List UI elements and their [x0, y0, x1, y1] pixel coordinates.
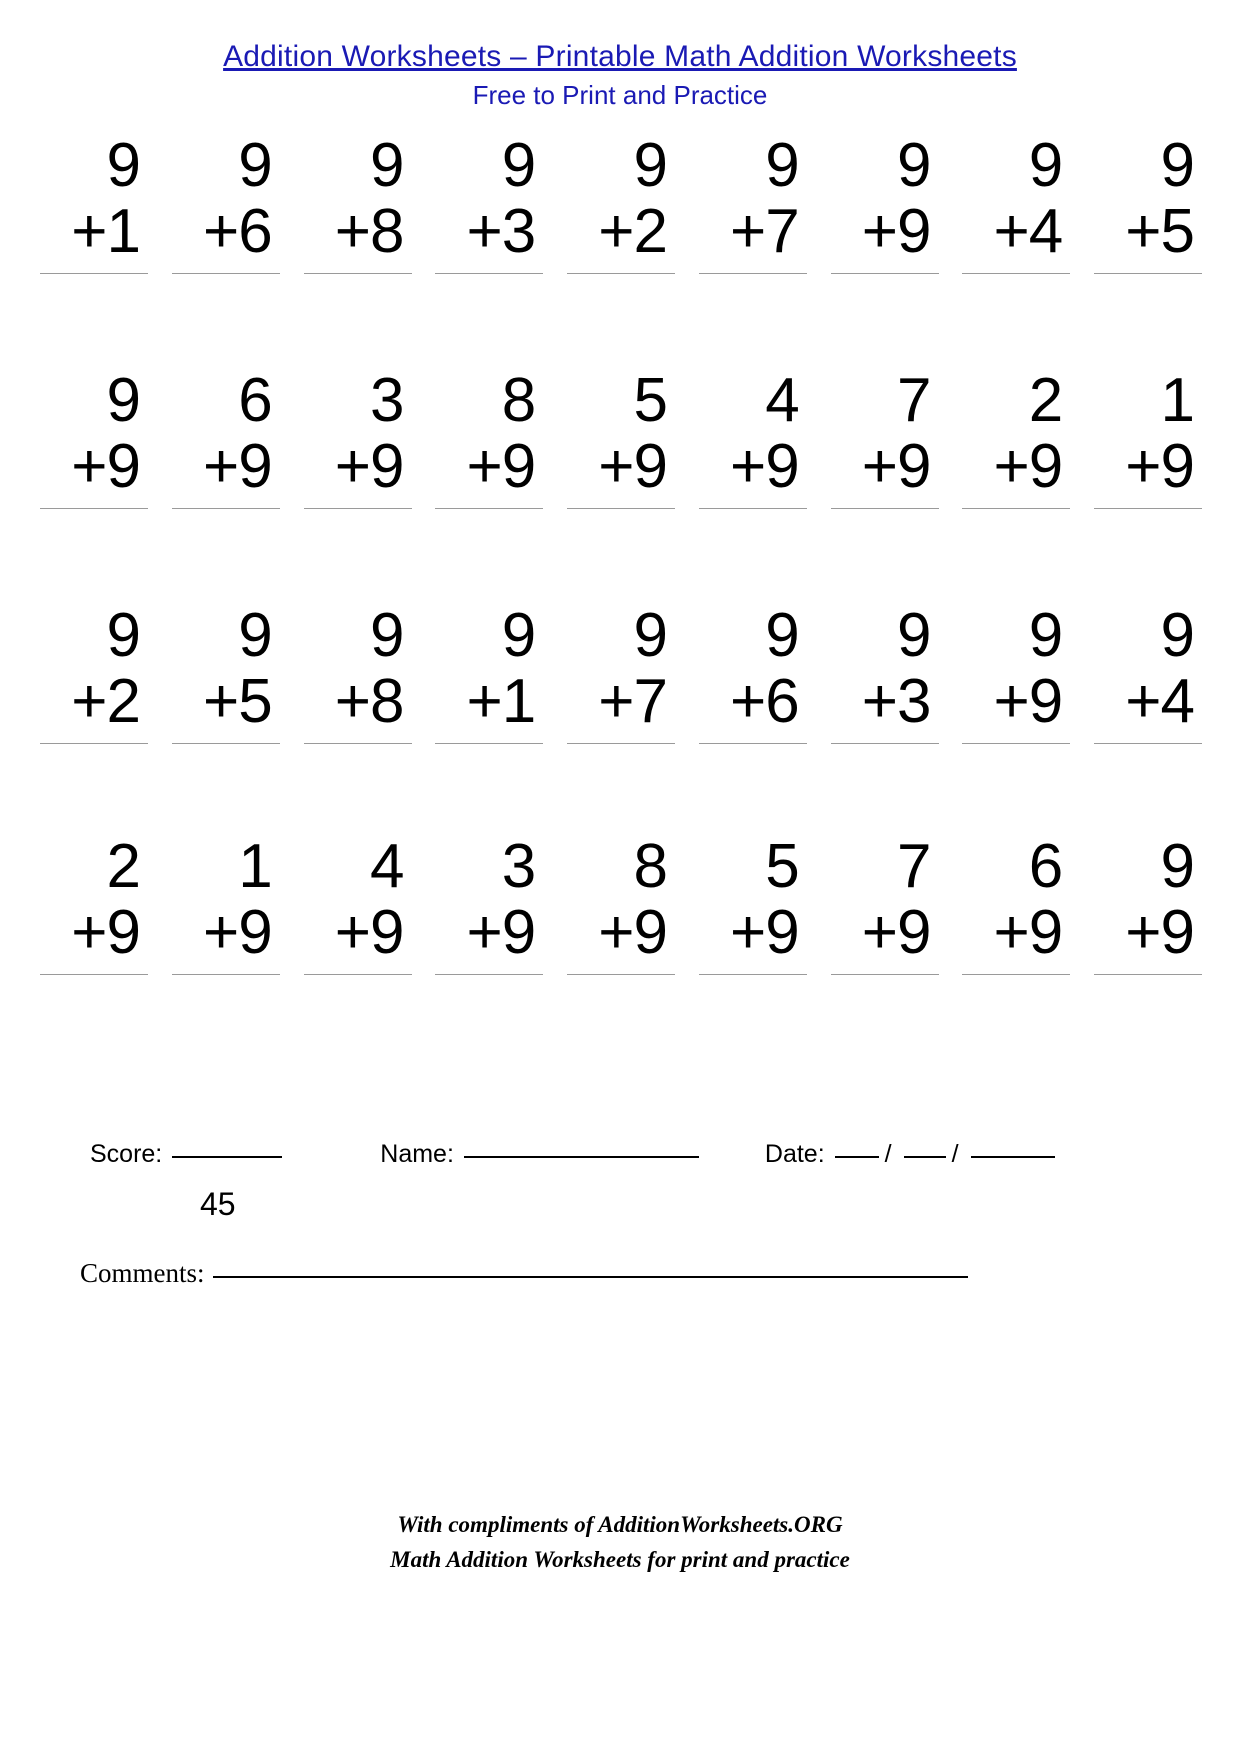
date-separator-2: / [951, 1140, 959, 1168]
answer-line [567, 273, 675, 274]
addend-bottom: +9 [993, 666, 1063, 736]
addend-top: 4 [370, 831, 404, 901]
worksheet-fields [0, 1140, 1240, 1288]
problem-item [431, 831, 543, 975]
problem-item [695, 365, 807, 509]
problem-item [36, 130, 148, 274]
addend-bottom: +1 [466, 666, 536, 736]
addend-top: 2 [1028, 365, 1063, 435]
page-credits [0, 1508, 1240, 1577]
addend-bottom: +9 [993, 431, 1063, 501]
addend-bottom: +5 [203, 666, 272, 736]
addend-top: 9 [370, 600, 404, 670]
addend-bottom: +9 [861, 431, 931, 501]
addend-bottom: +9 [334, 431, 404, 501]
answer-line [435, 974, 543, 975]
problem-item [827, 130, 939, 274]
problem-item [1090, 831, 1202, 975]
credits-line-1 [0, 1508, 1240, 1543]
answer-line [1094, 508, 1202, 509]
problem-item [827, 365, 939, 509]
addend-bottom: +9 [861, 897, 931, 967]
problem-item [300, 831, 412, 975]
addend-top: 5 [633, 365, 667, 435]
addend-bottom: +9 [71, 897, 140, 967]
addend-bottom: +9 [334, 897, 404, 967]
addend-top: 5 [765, 831, 799, 901]
problem-row [36, 600, 1202, 744]
answer-line [304, 974, 412, 975]
addend-top: 9 [1160, 600, 1194, 670]
answer-line [172, 974, 280, 975]
answer-line [831, 743, 939, 744]
addend-top: 9 [1160, 831, 1194, 901]
name-field [380, 1140, 699, 1169]
addend-top: 9 [238, 600, 272, 670]
addend-top: 6 [238, 365, 272, 435]
addend-top: 9 [238, 130, 272, 200]
problem-item [563, 600, 675, 744]
date-label: Date: [764, 1140, 825, 1168]
fields-row [90, 1140, 1180, 1169]
name-input-line[interactable] [464, 1155, 699, 1158]
addend-top: 9 [106, 130, 140, 200]
addend-top: 9 [1160, 130, 1194, 200]
answer-line [699, 743, 807, 744]
addend-bottom: +9 [466, 431, 536, 501]
page-header [0, 0, 1240, 113]
addend-bottom: +9 [730, 897, 799, 967]
addend-top: 1 [1160, 365, 1194, 435]
problem-item [827, 600, 939, 744]
answer-line [1094, 743, 1202, 744]
answer-line [567, 974, 675, 975]
answer-line [567, 743, 675, 744]
addend-top: 1 [238, 831, 272, 901]
addend-bottom: +9 [598, 897, 667, 967]
score-total: 45 [200, 1186, 236, 1222]
addend-top: 7 [897, 831, 931, 901]
answer-line [1094, 273, 1202, 274]
addend-top: 3 [501, 831, 536, 901]
addend-top: 9 [633, 130, 667, 200]
answer-line [304, 508, 412, 509]
addend-top: 3 [370, 365, 404, 435]
problem-item [36, 600, 148, 744]
credits-brand: AdditionWorksheets.ORG [598, 1512, 843, 1537]
problem-item [300, 600, 412, 744]
addend-bottom: +1 [71, 196, 140, 266]
addend-bottom: +8 [334, 666, 404, 736]
addend-top: 9 [897, 600, 931, 670]
answer-line [1094, 974, 1202, 975]
problem-item [431, 365, 543, 509]
answer-line [435, 743, 543, 744]
problem-item [300, 365, 412, 509]
page-subtitle: Free to Print and Practice [472, 79, 768, 110]
addend-bottom: +9 [203, 897, 272, 967]
problem-item [168, 600, 280, 744]
addend-bottom: +6 [203, 196, 272, 266]
problem-item [1090, 130, 1202, 274]
answer-line [172, 743, 280, 744]
addend-top: 9 [501, 600, 536, 670]
answer-line [962, 743, 1070, 744]
comments-field [80, 1258, 968, 1289]
answer-line [962, 273, 1070, 274]
answer-line [699, 974, 807, 975]
comments-label: Comments: [80, 1258, 205, 1288]
addend-top: 9 [501, 130, 536, 200]
addend-top: 9 [765, 600, 799, 670]
page-title: Addition Worksheets – Printable Math Addition Worksheets [223, 40, 1017, 73]
addend-bottom: +2 [598, 196, 667, 266]
problem-item [168, 130, 280, 274]
problem-item [168, 831, 280, 975]
date-separator-1: / [884, 1140, 892, 1168]
addend-bottom: +4 [1125, 666, 1194, 736]
addend-bottom: +3 [466, 196, 536, 266]
addend-top: 9 [106, 600, 140, 670]
addend-top: 8 [501, 365, 536, 435]
addend-bottom: +7 [598, 666, 667, 736]
addend-bottom: +9 [1125, 431, 1194, 501]
addend-top: 9 [370, 130, 404, 200]
answer-line [699, 508, 807, 509]
problem-item [958, 831, 1070, 975]
addend-top: 4 [765, 365, 799, 435]
problem-item [695, 600, 807, 744]
problem-item [563, 365, 675, 509]
problem-item [300, 130, 412, 274]
addend-bottom: +9 [1125, 897, 1194, 967]
problem-item [431, 600, 543, 744]
addend-top: 9 [1028, 130, 1063, 200]
answer-line [304, 273, 412, 274]
addend-bottom: +7 [730, 196, 799, 266]
date-day-line[interactable] [904, 1155, 946, 1158]
answer-line [435, 273, 543, 274]
addend-top: 6 [1028, 831, 1063, 901]
addend-top: 2 [106, 831, 140, 901]
addend-bottom: +3 [861, 666, 931, 736]
answer-line [40, 743, 148, 744]
date-month-line[interactable] [835, 1155, 879, 1158]
answer-line [831, 273, 939, 274]
answer-line [40, 508, 148, 509]
problem-item [958, 365, 1070, 509]
score-label: Score: [90, 1140, 163, 1168]
addend-top: 9 [633, 600, 667, 670]
answer-line [304, 743, 412, 744]
date-year-line[interactable] [971, 1155, 1055, 1158]
addend-bottom: +9 [993, 897, 1063, 967]
addend-bottom: +4 [993, 196, 1063, 266]
addend-top: 9 [765, 130, 799, 200]
addend-top: 9 [106, 365, 140, 435]
addend-top: 7 [897, 365, 931, 435]
score-input-line[interactable] [172, 1155, 282, 1158]
addend-bottom: +9 [71, 431, 140, 501]
answer-line [831, 508, 939, 509]
addend-top: 8 [633, 831, 667, 901]
problem-item [827, 831, 939, 975]
addend-bottom: +5 [1125, 196, 1194, 266]
problem-row [36, 365, 1202, 509]
comments-input-line[interactable] [213, 1275, 968, 1278]
credits-line-2: Math Addition Worksheets for print and practice [390, 1546, 850, 1572]
addend-bottom: +9 [730, 431, 799, 501]
addend-bottom: +9 [466, 897, 536, 967]
addend-bottom: +6 [730, 666, 799, 736]
addend-bottom: +8 [334, 196, 404, 266]
answer-line [435, 508, 543, 509]
answer-line [567, 508, 675, 509]
problem-item [695, 831, 807, 975]
answer-line [962, 974, 1070, 975]
problem-row [36, 831, 1202, 975]
answer-line [699, 273, 807, 274]
addend-top: 9 [897, 130, 931, 200]
addend-bottom: +9 [203, 431, 272, 501]
answer-line [40, 974, 148, 975]
problem-item [36, 831, 148, 975]
problem-item [563, 831, 675, 975]
score-field [90, 1140, 282, 1169]
answer-line [831, 974, 939, 975]
addend-bottom: +9 [861, 196, 931, 266]
problem-item [695, 130, 807, 274]
problem-item [958, 130, 1070, 274]
problem-item [36, 365, 148, 509]
problem-item [1090, 365, 1202, 509]
addend-top: 9 [1028, 600, 1063, 670]
problem-item [168, 365, 280, 509]
problem-grid [0, 130, 1240, 975]
addend-bottom: +9 [598, 431, 667, 501]
problem-item [563, 130, 675, 274]
answer-line [962, 508, 1070, 509]
credits-prefix: With compliments of [397, 1512, 599, 1537]
problem-item [958, 600, 1070, 744]
problem-item [431, 130, 543, 274]
addend-bottom: +2 [71, 666, 140, 736]
date-field [765, 1140, 1055, 1169]
problem-item [1090, 600, 1202, 744]
answer-line [172, 273, 280, 274]
answer-line [40, 273, 148, 274]
problem-row [36, 130, 1202, 274]
name-label: Name: [380, 1140, 454, 1168]
answer-line [172, 508, 280, 509]
